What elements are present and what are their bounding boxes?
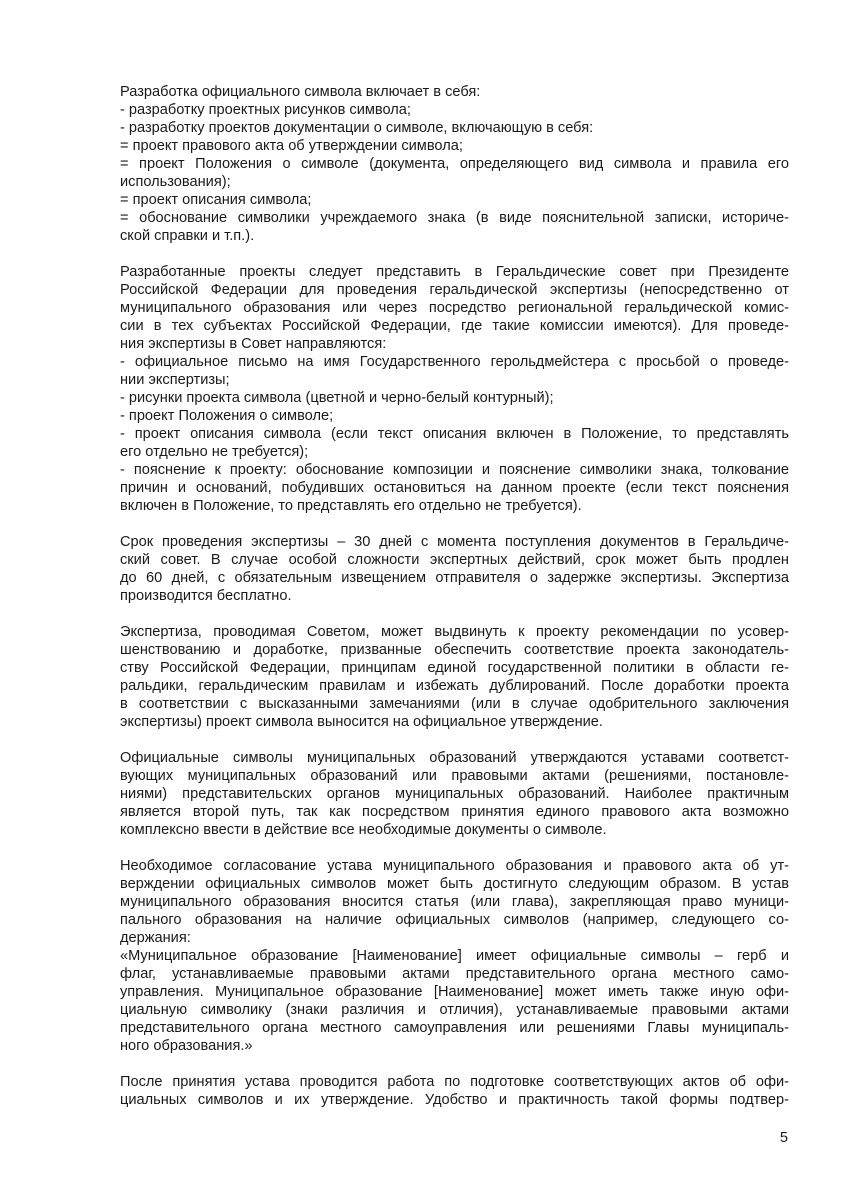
text-line: ральдики, геральдическим правилам и избежать дублирований. После доработки проекта xyxy=(120,678,789,694)
paragraph xyxy=(120,533,789,605)
text-line: муниципального образования вносится статья (или глава), закрепляющая право муници- xyxy=(120,894,789,910)
text-line: использования); xyxy=(120,174,231,190)
text-line: комплексно ввести в действие все необходимые документы о символе. xyxy=(120,822,607,838)
text-line: циальную символику (знаки различия и отличия), устанавливаемые правовыми актами xyxy=(120,1002,789,1018)
paragraph xyxy=(120,83,789,245)
paragraph xyxy=(120,623,789,731)
paragraph xyxy=(120,263,789,515)
paragraph xyxy=(120,1073,789,1109)
text-line: причин и оснований, побудивших остановиться на данном проекте (если текст пояснения xyxy=(120,480,789,496)
page-number: 5 xyxy=(779,1130,788,1146)
text-line: Экспертиза, проводимая Советом, может выдвинуть к проекту рекомендации по усовер- xyxy=(120,624,789,640)
text-line: сии в тех субъектах Российской Федерации, где такие комиссии имеются). Для проведе- xyxy=(120,318,789,334)
text-line: - рисунки проекта символа (цветной и черно-белый контурный); xyxy=(120,390,554,406)
text-line: ству Российской Федерации, принципам единой государственной политики в области ге- xyxy=(120,660,789,676)
text-line: Срок проведения экспертизы – 30 дней с момента поступления документов в Геральдиче- xyxy=(120,534,789,550)
paragraph xyxy=(120,749,789,839)
text-line: до 60 дней, с обязательным извещением отправителя о задержке экспертизы. Экспертиза xyxy=(120,570,789,586)
text-line: - разработку проектных рисунков символа; xyxy=(120,102,411,118)
text-line: нии экспертизы; xyxy=(120,372,230,388)
text-line: пального образования на наличие официальных символов (например, следующего со- xyxy=(120,912,789,928)
text-line: ния экспертизы в Совет направляются: xyxy=(120,336,387,352)
text-line: включен в Положение, то представлять его отдельно не требуется). xyxy=(120,498,582,514)
text-line: Разработка официального символа включает в себя: xyxy=(120,84,481,100)
text-line: - пояснение к проекту: обоснование композиции и пояснение символики знака, толкование xyxy=(120,462,789,478)
text-line: вующих муниципальных образований или правовыми актами (решениями, постановле- xyxy=(120,768,789,784)
text-line: управления. Муниципальное образование [Наименование] может иметь также иную офи- xyxy=(120,984,789,1000)
text-line: ного образования.» xyxy=(120,1038,253,1054)
text-line: ской справки и т.п.). xyxy=(120,228,255,244)
text-line: ниями) представительских органов муниципальных образований. Наиболее практичным xyxy=(120,786,789,802)
text-line: «Муниципальное образование [Наименование] имеет официальные символы – герб и xyxy=(120,948,789,964)
text-line: = проект описания символа; xyxy=(120,192,312,208)
text-line: его отдельно не требуется); xyxy=(120,444,309,460)
text-line: Необходимое согласование устава муниципального образования и правового акта об ут- xyxy=(120,858,789,874)
text-line: производится бесплатно. xyxy=(120,588,292,604)
paragraph xyxy=(120,857,789,1055)
text-line: - проект Положения о символе; xyxy=(120,408,334,424)
text-line: После принятия устава проводится работа по подготовке соответствующих актов об офи- xyxy=(120,1074,789,1090)
text-line: - разработку проектов документации о символе, включающую в себя: xyxy=(120,120,594,136)
document-page xyxy=(120,83,789,1127)
text-line: экспертизы) проект символа выносится на официальное утверждение. xyxy=(120,714,603,730)
text-line: Разработанные проекты следует представить в Геральдические совет при Президенте xyxy=(120,264,789,280)
text-line: флаг, устанавливаемые правовыми актами представительного органа местного само- xyxy=(120,966,789,982)
text-line: ский совет. В случае особой сложности экспертных действий, срок может быть продлен xyxy=(120,552,789,568)
text-line: Официальные символы муниципальных образований утверждаются уставами соответст- xyxy=(120,750,789,766)
text-line: представительного органа местного самоуправления или решениями Главы муниципаль- xyxy=(120,1020,789,1036)
text-line: - проект описания символа (если текст описания включен в Положение, то представлять xyxy=(120,426,789,442)
text-line: = обоснование символики учреждаемого знака (в виде пояснительной записки, историче- xyxy=(120,210,789,226)
text-line: - официальное письмо на имя Государственного герольдмейстера с просьбой о проведе- xyxy=(120,354,789,370)
text-line: держания: xyxy=(120,930,191,946)
text-line: муниципального образования или через посредство региональной геральдической комис- xyxy=(120,300,789,316)
text-line: шенствованию и доработке, призванные обеспечить соответствие проекта законодатель- xyxy=(120,642,789,658)
text-line: в соответствии с высказанными замечаниями (или в случае одобрительного заключения xyxy=(120,696,789,712)
text-line: верждении официальных символов может быть достигнуто следующим образом. В устав xyxy=(120,876,789,892)
text-line: = проект правового акта об утверждении символа; xyxy=(120,138,463,154)
text-line: циальных символов и их утверждение. Удобство и практичность такой формы подтвер- xyxy=(120,1092,789,1108)
text-line: Российской Федерации для проведения геральдической экспертизы (непосредственно от xyxy=(120,282,789,298)
text-line: является второй путь, так как посредством принятия единого правового акта возможно xyxy=(120,804,789,820)
text-line: = проект Положения о символе (документа, определяющего вид символа и правила его xyxy=(120,156,789,172)
